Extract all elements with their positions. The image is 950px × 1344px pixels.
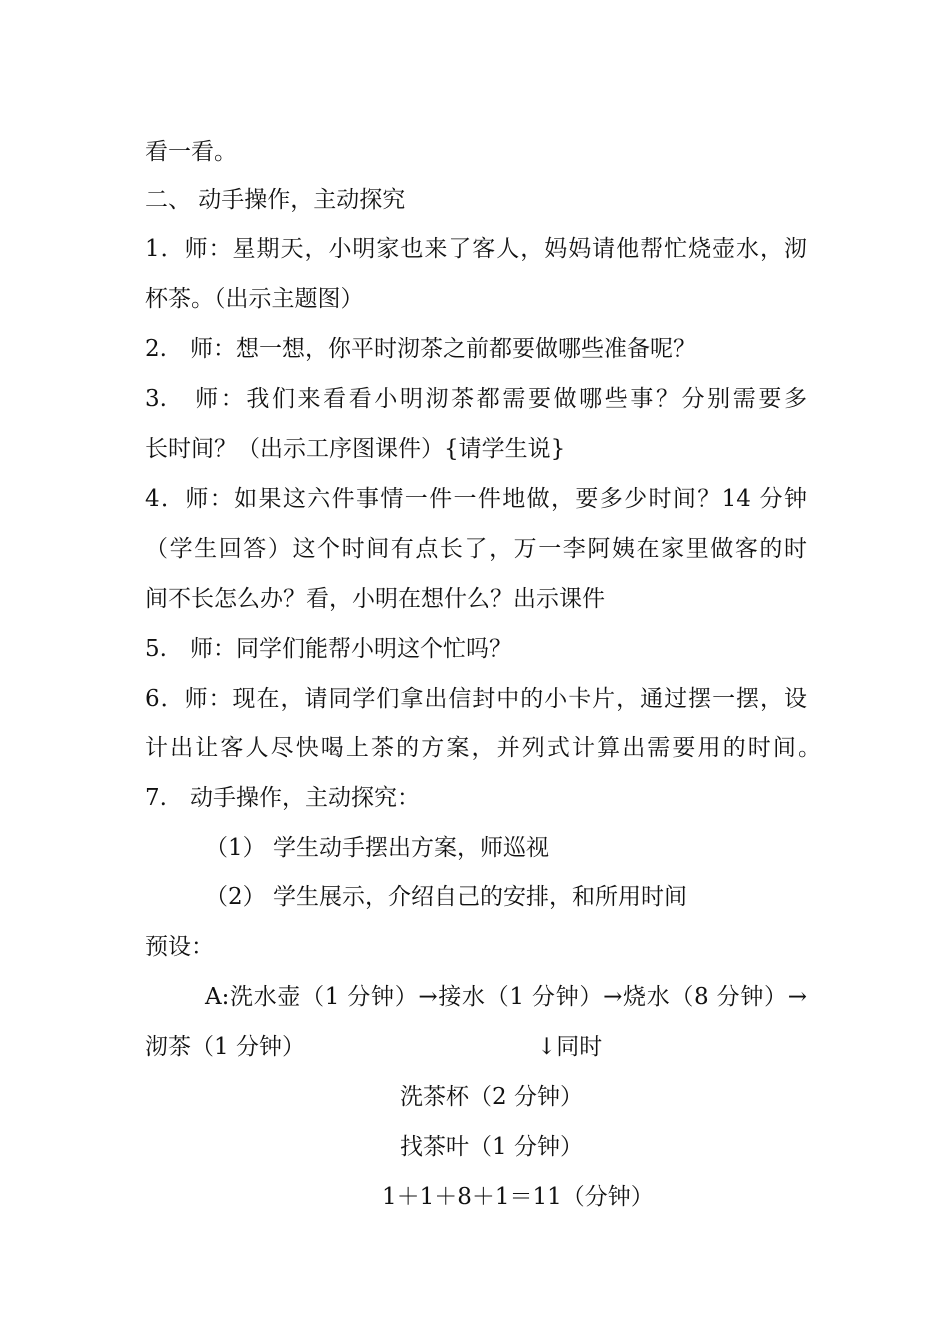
- step-3-line-1: 3. 师：我们来看看小明沏茶都需要做哪些事？分别需要多: [145, 386, 807, 412]
- step-5: 5. 师：同学们能帮小明这个忙吗？: [145, 636, 512, 662]
- step-4-line-2: （学生回答）这个时间有点长了，万一李阿姨在家里做客的时: [145, 536, 807, 562]
- step-2: 2. 师：想一想，你平时沏茶之前都要做哪些准备呢？: [145, 336, 696, 362]
- time-calculation: 1＋1＋8＋1＝11（分钟）: [382, 1184, 654, 1210]
- step-1-line-1: 1．师：星期天，小明家也来了客人，妈妈请他帮忙烧壶水，沏: [145, 236, 807, 262]
- step-4-line-3: 间不长怎么办？看，小明在想什么？出示课件: [145, 586, 605, 612]
- parallel-task-find-tea: 找茶叶（1 分钟）: [400, 1134, 583, 1160]
- section-heading: 二、 动手操作，主动探究: [145, 187, 406, 213]
- parallel-task-wash-cups: 洗茶杯（2 分钟）: [400, 1084, 583, 1110]
- sub-step-2: （2） 学生展示，介绍自己的安排，和所用时间: [205, 884, 687, 910]
- text-line-continuation: 看一看。: [145, 139, 237, 165]
- step-7: 7. 动手操作，主动探究：: [145, 785, 420, 811]
- sub-step-1: （1） 学生动手摆出方案，师巡视: [205, 835, 549, 861]
- step-4-line-1: 4．师：如果这六件事情一件一件地做，要多少时间？14 分钟: [145, 486, 807, 512]
- step-6-line-1: 6．师：现在，请同学们拿出信封中的小卡片，通过摆一摆，设: [145, 686, 807, 712]
- plan-a-sequence: A:洗水壶（1 分钟）→接水（1 分钟）→烧水（8 分钟）→: [205, 984, 807, 1010]
- simultaneous-label: ↓同时: [537, 1034, 603, 1060]
- step-3-line-2: 长时间？（出示工序图课件）{请学生说}: [145, 436, 566, 462]
- preset-label: 预设：: [145, 934, 214, 960]
- step-6-line-2: 计出让客人尽快喝上茶的方案，并列式计算出需要用的时间。: [145, 735, 821, 761]
- step-1-line-2: 杯茶。（出示主题图）: [145, 286, 364, 312]
- plan-a-final-step: 沏茶（1 分钟）: [145, 1034, 305, 1060]
